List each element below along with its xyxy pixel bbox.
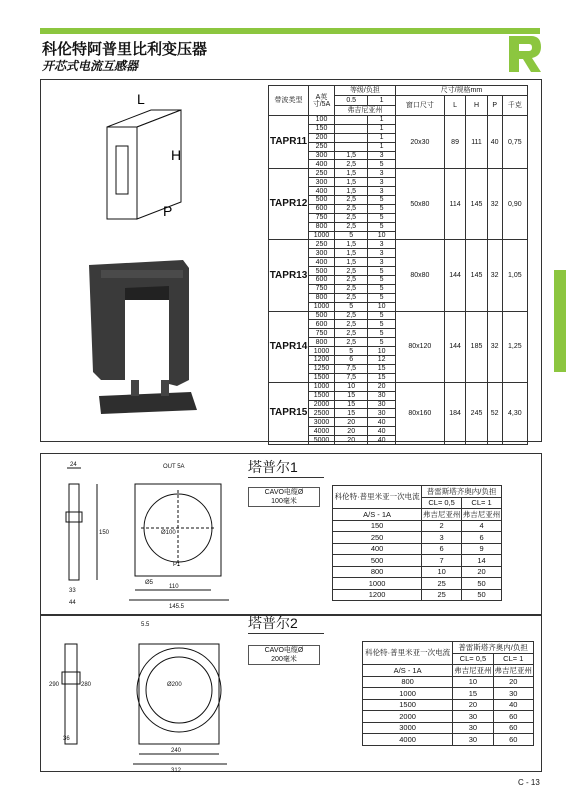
table-row: 800 10 20: [363, 676, 534, 688]
svg-text:44: 44: [69, 600, 76, 606]
side-tab: [554, 270, 566, 372]
model-name: TAPR14: [269, 311, 309, 382]
spec-row: 300 1,5 3: [269, 178, 528, 187]
spec-row: 400 1,5 3: [269, 258, 528, 267]
svg-text:312: 312: [171, 768, 182, 772]
table-row: 3000 30 60: [363, 722, 534, 734]
spec-row: 1500 15 30: [269, 391, 528, 400]
spec-row: TAPR11 100 1 20x30 89 111 40 0,75: [269, 116, 528, 125]
col-model: 带波类型: [269, 86, 309, 116]
svg-text:Ø200: Ø200: [167, 682, 182, 688]
spec-row: 1200 6 12: [269, 356, 528, 365]
table-row: 1000 15 30: [363, 688, 534, 700]
spec-row: 1250 7,5 15: [269, 364, 528, 373]
svg-text:P1: P1: [173, 562, 181, 568]
svg-text:240: 240: [171, 748, 182, 754]
svg-text:280: 280: [81, 682, 92, 688]
model-name: TAPR15: [269, 382, 309, 444]
svg-text:5.5: 5.5: [141, 622, 150, 628]
table-row: 800 10 20: [333, 566, 502, 578]
svg-text:150: 150: [99, 530, 110, 536]
header-accent-bar: [40, 28, 540, 34]
label-p: P: [163, 203, 173, 219]
svg-text:145.5: 145.5: [169, 604, 185, 610]
brand-logo: [507, 34, 543, 74]
spec-row: 750 2,5 5: [269, 329, 528, 338]
spec-row: TAPR15 1000 10 20 80x160 184 245 52 4,30: [269, 382, 528, 391]
spec-row: 400 2,5 5: [269, 160, 528, 169]
section-tapr2: [40, 615, 542, 772]
page-number: C - 13: [518, 778, 540, 787]
page-subtitle: 开芯式电流互感器: [42, 59, 139, 73]
spec-row: 800 2,5 5: [269, 293, 528, 302]
spec-row: 600 2,5 5: [269, 276, 528, 285]
svg-text:36: 36: [63, 736, 70, 742]
spec-row: 3000 20 40: [269, 418, 528, 427]
spec-row: 300 1,5 3: [269, 151, 528, 160]
spec-row: 600 2,5 5: [269, 320, 528, 329]
spec-row: 250 1: [269, 142, 528, 151]
table-row: 400 6 9: [333, 543, 502, 555]
table-row: 150 2 4: [333, 520, 502, 532]
spec-row: 2500 15 30: [269, 409, 528, 418]
spec-table: 带波类型 A英寸/5A 等级/负担 尺寸/规格mm 0.5 1 窗口尺寸 L H P 千克 弗吉尼亚州 TAPR11 100 1 20x30 89 111 40 0,75 150 1 200 1 250 1 300 1,5 3 400 2,5 5 TAPR12 250 1,5 3 50x80 114 145 32 0,90 300 1,5 3 400 1,5 3 500 2,5 5 600 2,5 5 750 2,5 5 800 2,5 5 1000 5 10 TAPR13 250 1,5 3 80x80 144 145 32 1,05 300 1,5 3 400 1,5 3 500 2,5 5 600 2,5 5 750 2,5 5 800 2,5 5 1000 5 10 TAPR14 500 2,5 5 80x120 144 185 32 1,25 600 2,5 5 750 2,5 5 800 2,5 5 1000 5 10 1200 6 12 1250 7,5 15 1500 7,5 15 TAPR15 1000 10 20 80x160 184 245 52 4,30 1500 15 30 2000 15 30 2500 15 30 3000 20 40 4000 20 40 5000 20 40: [268, 85, 528, 445]
svg-text:Ø100: Ø100: [161, 530, 176, 536]
spec-row: 300 1,5 3: [269, 249, 528, 258]
svg-text:110: 110: [169, 584, 179, 590]
table-row: 1000 25 50: [333, 578, 502, 590]
svg-text:Ø5: Ø5: [145, 580, 154, 586]
section-title: 塔普尔1: [248, 457, 324, 478]
tapr1-table: 科伦特·普里米亚一次电流 普雷斯塔齐奥内/负担 CL= 0,5 CL= 1 A/S - 1A 弗吉尼亚州 弗吉尼亚州 150 2 4 250 3 6 400 6 9 500 7 14 800 10 20 1000 25 50 1200 25 50: [332, 485, 502, 601]
page-title: 科伦特阿普里比利变压器: [42, 41, 208, 58]
table-row: 250 3 6: [333, 532, 502, 544]
spec-row: 750 2,5 5: [269, 213, 528, 222]
section-title: 塔普尔2: [248, 613, 324, 634]
table-row: 4000 30 60: [363, 734, 534, 746]
spec-row: 4000 20 40: [269, 427, 528, 436]
section-tapr1: [40, 453, 542, 615]
tapr1-drawing: [41, 454, 247, 614]
tapr2-table: 科伦特·普里米亚一次电流 普雷斯塔齐奥内/负担 CL= 0,5 CL= 1 A/S - 1A 弗吉尼亚州 弗吉尼亚州 800 10 20 1000 15 30 1500 20 40 2000 30 60 3000 30 60 4000 30 60: [362, 641, 534, 746]
spec-row: 2000 15 30: [269, 400, 528, 409]
cable-caption: CAVO电缆Ø 100毫米: [248, 487, 320, 507]
svg-text:33: 33: [69, 588, 76, 594]
model-name: TAPR13: [269, 240, 309, 311]
cable-caption: CAVO电缆Ø 200毫米: [248, 645, 320, 665]
spec-row: 200 1: [269, 133, 528, 142]
model-name: TAPR11: [269, 116, 309, 169]
label-l: L: [137, 91, 145, 107]
spec-row: 150 1: [269, 124, 528, 133]
table-row: 500 7 14: [333, 555, 502, 567]
spec-row: 1000 5 10: [269, 231, 528, 240]
spec-row: TAPR14 500 2,5 5 80x120 144 185 32 1,25: [269, 311, 528, 320]
tapr2-drawing: [41, 616, 247, 772]
table-row: 1200 25 50: [333, 589, 502, 601]
svg-text:290: 290: [49, 682, 60, 688]
product-drawing: [41, 80, 261, 440]
spec-row: 5000 20 40: [269, 436, 528, 445]
spec-row: 750 2,5 5: [269, 284, 528, 293]
spec-row: 1000 5 10: [269, 302, 528, 311]
spec-row: 600 2,5 5: [269, 204, 528, 213]
table-row: 2000 30 60: [363, 711, 534, 723]
spec-row: 1500 7,5 15: [269, 373, 528, 382]
spec-row: 800 2,5 5: [269, 222, 528, 231]
spec-row: TAPR12 250 1,5 3 50x80 114 145 32 0,90: [269, 169, 528, 178]
spec-row: 400 1,5 3: [269, 187, 528, 196]
svg-text:OUT 5A: OUT 5A: [163, 464, 185, 470]
table-row: 1500 20 40: [363, 699, 534, 711]
spec-row: 1000 5 10: [269, 347, 528, 356]
model-name: TAPR12: [269, 169, 309, 240]
spec-row: TAPR13 250 1,5 3 80x80 144 145 32 1,05: [269, 240, 528, 249]
spec-row: 500 2,5 5: [269, 196, 528, 205]
spec-row: 500 2,5 5: [269, 267, 528, 276]
product-photo: [89, 260, 197, 414]
label-h: H: [171, 147, 182, 163]
outline-diagram: [107, 91, 181, 219]
svg-text:24: 24: [70, 462, 77, 468]
spec-row: 800 2,5 5: [269, 338, 528, 347]
